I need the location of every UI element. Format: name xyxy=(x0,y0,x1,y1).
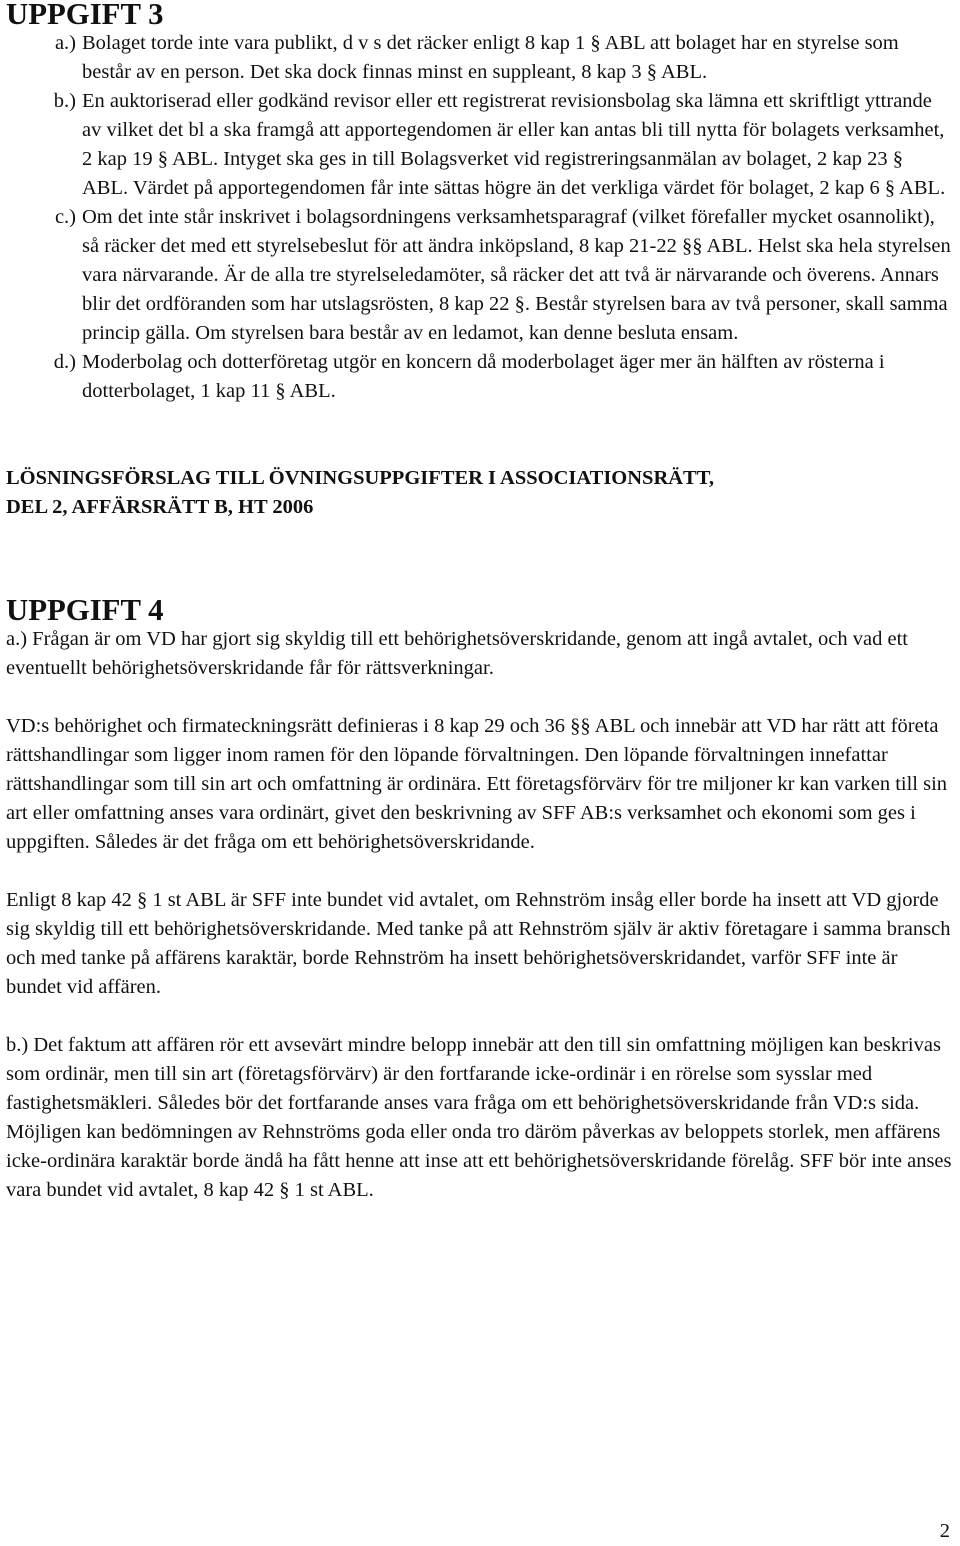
item-label: a.) xyxy=(54,32,76,54)
spacer xyxy=(6,522,954,580)
spacer xyxy=(6,1002,954,1031)
item-text: Om det inte står inskrivet i bolagsordningens verksamhetsparagraf (vilket förefaller mycket osannolikt), så räcker det med ett styrelsebeslut för att ändra inköpsland, 8 kap 21-22 §§ ABL. Helst ska hela styrelsen vara närvarande. Är de alla tre styrelseledamöter, så räcker det att två är närvarande och överens. Annars blir det ordföranden som har utslagsrösten, 8 kap 22 §. Består styrelsen bara av två personer, skall samma princip gälla. Om styrelsen bara består av en ledamot, kan denne besluta ensam. xyxy=(82,206,951,344)
uppgift4-paragraph-enligt: Enligt 8 kap 42 § 1 st ABL är SFF inte bundet vid avtalet, om Rehnström insåg eller borde ha insett att VD gjorde sig skyldig till ett behörighetsöverskridande. Med tanke på att Rehnström själv är aktiv företagare i samma bransch och med tanke på affärens karaktär, borde Rehnström ha insett behörighetsöverskridandet, varför SFF inte är bundet vid affären. xyxy=(6,889,951,998)
uppgift3-item-c xyxy=(6,203,954,348)
page-number: 2 xyxy=(939,1520,950,1542)
item-label: b.) xyxy=(53,90,76,112)
uppgift4-paragraph-vd-behorighet: VD:s behörighet och firmateckningsrätt definieras i 8 kap 29 och 36 §§ ABL och innebär att VD har rätt att företa rättshandlingar som ligger inom ramen för den löpande förvaltningen. Den löpande förvaltningen innefattar rättshandlingar som till sin art och omfattning är ordinära. Ett företagsförvärv för tre miljoner kr kan varken till sin art eller omfattning anses vara ordinärt, givet den beskrivning av SFF AB:s verksamhet och ekonomi som ges i uppgiften. Således är det fråga om ett behörighetsöverskridande. xyxy=(6,715,948,853)
item-text: Bolaget torde inte vara publikt, d v s det räcker enligt 8 kap 1 § ABL att bolaget har en styrelse som består av en person. Det ska dock finnas minst en suppleant, 8 kap 3 § ABL. xyxy=(82,32,899,83)
solution-title-line-1: LÖSNINGSFÖRSLAG TILL ÖVNINGSUPPGIFTER I ASSOCIATIONSRÄTT, xyxy=(6,467,715,489)
item-label: d.) xyxy=(53,351,76,373)
uppgift3-list xyxy=(6,29,954,406)
uppgift4-heading: UPPGIFT 4 xyxy=(6,593,164,627)
uppgift3-item-d xyxy=(6,348,954,406)
item-text: En auktoriserad eller godkänd revisor eller ett registrerat revisionsbolag ska lämna ett skriftligt yttrande av vilket det bl a ska framgå att apportegendomen är eller kan antas bli till nytta för bolagets verksamhet, 2 kap 19 § ABL. Intyget ska ges in till Bolagsverket vid registreringsanmälan av bolaget, 2 kap 23 § ABL. Värdet på apportegendomen får inte sättas högre än det verkliga värdet för bolaget, 2 kap 6 § ABL. xyxy=(82,90,946,199)
solution-title-line-2: DEL 2, AFFÄRSRÄTT B, HT 2006 xyxy=(6,496,314,518)
spacer xyxy=(6,683,954,712)
item-label: c.) xyxy=(54,206,76,228)
uppgift4-paragraph-a: a.) Frågan är om VD har gjort sig skyldig till ett behörighetsöverskridande, genom att ingå avtalet, och vad ett eventuellt behörighetsöverskridande får för rättsverkningar. xyxy=(6,628,908,679)
solution-title xyxy=(6,464,954,522)
uppgift3-item-a xyxy=(6,29,954,87)
uppgift3-heading: UPPGIFT 3 xyxy=(6,0,164,31)
document-page xyxy=(6,0,954,1205)
uppgift4-paragraph-b: b.) Det faktum att affären rör ett avsevärt mindre belopp innebär att den till sin omfattning möjligen kan beskrivas som ordinär, men till sin art (företagsförvärv) är den fortfarande icke-ordinär i en rörelse som sysslar med fastighetsmäkleri. Således bör det fortfarande anses vara fråga om ett behörighetsöverskridande från VD:s sida. Möjligen kan bedömningen av Rehnströms goda eller onda tro däröm påverkas av beloppets storlek, men affärens icke-ordinära karaktär borde ändå ha fått henne att inse att ett behörighetsöverskridande förelåg. SFF bör inte anses vara bundet vid avtalet, 8 kap 42 § 1 st ABL. xyxy=(6,1034,952,1201)
item-text: Moderbolag och dotterföretag utgör en koncern då moderbolaget äger mer än hälften av rösterna i dotterbolaget, 1 kap 11 § ABL. xyxy=(82,351,885,402)
uppgift3-item-b xyxy=(6,87,954,203)
spacer xyxy=(6,406,954,464)
spacer xyxy=(6,857,954,886)
